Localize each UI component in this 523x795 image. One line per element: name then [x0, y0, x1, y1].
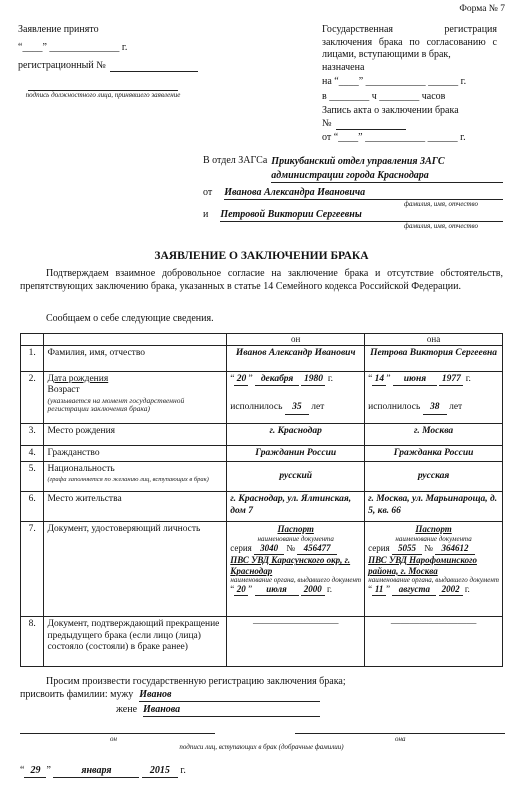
row-label: Документ, подтверждающий прекращение предыдущего брака (если лицо (лица) состояло (состояли) в браке ранее) [44, 617, 227, 667]
nationality-note: (графа заполняется по желанию лиц, вступающих в брак) [47, 475, 209, 483]
info-table [20, 333, 503, 667]
record-label: Запись акта о заключении брака [322, 105, 459, 116]
issuer-caption: наименование органа, выдавшего документ [368, 576, 499, 585]
table-row [21, 492, 503, 522]
table-row [21, 345, 503, 371]
registration-block [322, 24, 497, 145]
row-number: 2. [21, 371, 44, 423]
husband-surname-label: присвоить фамилии: мужу [20, 689, 134, 700]
reg-no-label: регистрационный № [18, 60, 106, 71]
table-row [21, 462, 503, 492]
he-signature-label: он [110, 735, 117, 743]
and-value[interactable]: Петровой Виктории Сергеевны [220, 209, 503, 222]
row-number: 6. [21, 492, 44, 522]
wife-surname-value[interactable]: Иванова [143, 704, 320, 717]
and-label: и [203, 209, 209, 221]
husband-surname-row [20, 689, 320, 702]
table-row [21, 617, 503, 667]
from-caption: фамилия, имя, отчество [404, 200, 478, 208]
col-she-header: она [365, 334, 503, 346]
header-empty-num [21, 334, 44, 346]
doc-caption: наименование документа [395, 534, 472, 543]
he-age[interactable]: исполнилось 35 лет [230, 402, 361, 414]
request-line-1: Просим произвести государственную регистрацию заключения брака; [46, 676, 346, 687]
row-number: 8. [21, 617, 44, 667]
appointed-label: назначена [322, 61, 365, 73]
intro-text-2: Сообщаем о себе следующие сведения. [46, 313, 214, 324]
header-empty-label [44, 334, 227, 346]
she-birthplace[interactable]: г. Москва [365, 423, 503, 445]
from-label: от [203, 187, 213, 198]
row-label: Гражданство [44, 445, 227, 461]
he-signature-line[interactable] [20, 733, 215, 734]
he-doc-date[interactable]: “ 20 ” июля 2000 г. [230, 584, 332, 595]
she-doc-type[interactable]: Паспорт [415, 524, 452, 535]
row-number: 3. [21, 423, 44, 445]
he-residence[interactable]: г. Краснодар, ул. Ялтинская, дом 7 [227, 492, 365, 522]
to-value[interactable]: Прикубанский отдел управления ЗАГС администрации города Краснодара [271, 155, 503, 183]
appointed-time: в ________ ч ________ часов [322, 90, 446, 102]
he-citizenship[interactable]: Гражданин России [227, 445, 365, 461]
table-row [21, 522, 503, 617]
row-label: Фамилия, имя, отчество [44, 345, 227, 371]
he-doc-type[interactable]: Паспорт [277, 524, 314, 535]
record-no-field[interactable] [336, 118, 406, 131]
signature-caption: подпись должностного лица, принявшего заявление [25, 91, 181, 99]
she-prev-marriage[interactable]: ————————— [365, 617, 503, 667]
he-fio[interactable]: Иванов Александр Иванович [227, 345, 365, 371]
form-number: Форма № 7 [459, 4, 505, 14]
age-note: (указывается на момент государственной регистрации заключения брака) [47, 395, 185, 413]
she-doc-series[interactable]: серия 5055 № 364612 [368, 543, 499, 555]
table-row [21, 445, 503, 461]
she-signature-line[interactable] [295, 733, 505, 734]
accepted-label: Заявление принято [18, 24, 99, 35]
she-birthdate[interactable]: “ 14 ” июня 1977 г. [368, 374, 499, 386]
he-nationality[interactable]: русский [227, 462, 365, 492]
acceptance-block [18, 24, 198, 100]
record-no-label: № [322, 117, 332, 129]
row-number: 4. [21, 445, 44, 461]
application-date[interactable]: “ 29 ” января 2015 г. [20, 765, 186, 776]
wife-surname-label: жене [116, 704, 138, 715]
row-label: Место рождения [44, 423, 227, 445]
issuer-caption: наименование органа, выдавшего документ [230, 576, 361, 585]
wife-surname-row [116, 704, 320, 717]
he-birthdate[interactable]: “ 20 ” декабря 1980 г. [230, 374, 361, 386]
reg-no-field[interactable] [110, 60, 198, 72]
age-label: Возраст [47, 385, 80, 396]
registration-text: Государственная регистрация заключения брака по согласованию с лицами, вступающими в брак, [322, 24, 497, 60]
he-doc-series[interactable]: серия 3040 № 456477 [230, 543, 361, 555]
from-value[interactable]: Ивановa Александра Ивановича [224, 187, 503, 200]
she-fio[interactable]: Петрова Виктория Сергеевна [365, 345, 503, 371]
he-doc-issuer[interactable]: ПВС УВД Карасунского окр, г. Краснодар [230, 555, 351, 576]
he-birthplace[interactable]: г. Краснодар [227, 423, 365, 445]
he-prev-marriage[interactable]: ————————— [227, 617, 365, 667]
she-signature-label: она [395, 735, 406, 743]
she-doc-issuer[interactable]: ПВС УВД Нарофоминского района, г. Москва [368, 555, 477, 576]
she-nationality[interactable]: русская [365, 462, 503, 492]
row-number: 7. [21, 522, 44, 617]
to-label: В отдел ЗАГСа [203, 155, 268, 166]
row-number: 5. [21, 462, 44, 492]
addressee-block [203, 155, 503, 231]
table-row [21, 371, 503, 423]
row-label: Документ, удостоверяющий личность [44, 522, 227, 617]
col-he-header: он [227, 334, 365, 346]
and-caption: фамилия, имя, отчество [404, 222, 478, 231]
table-row [21, 423, 503, 445]
row-number: 1. [21, 345, 44, 371]
row-label: Место жительства [44, 492, 227, 522]
she-citizenship[interactable]: Гражданка России [365, 445, 503, 461]
row-label: Национальность [47, 464, 115, 475]
accepted-date: “____” ______________ г. [18, 42, 128, 53]
birthdate-label: Дата рождения [47, 373, 109, 384]
she-age[interactable]: исполнилось 38 лет [368, 402, 499, 414]
she-doc-date[interactable]: “ 11 ” августа 2002 г. [368, 584, 470, 595]
page-title: ЗАЯВЛЕНИЕ О ЗАКЛЮЧЕНИИ БРАКА [154, 250, 369, 262]
husband-surname-value[interactable]: Иванов [139, 689, 320, 702]
appointed-date: на “____” ____________ ______ г. [322, 76, 467, 87]
she-residence[interactable]: г. Москва, ул. Марьинарощa, д. 5, кв. 66 [365, 492, 503, 522]
record-date: от “____” ____________ ______ г. [322, 132, 466, 143]
doc-caption: наименование документа [257, 534, 334, 543]
signatures-caption: подписи лиц, вступающих в брак (добрачные фамилии) [179, 743, 344, 751]
intro-text: Подтверждаем взаимное добровольное согласие на заключение брака и отсутствие обстоятельств, препятствующих заключению брака, указанных в статье 14 Семейного кодекса Российской Федерации. [20, 268, 503, 292]
